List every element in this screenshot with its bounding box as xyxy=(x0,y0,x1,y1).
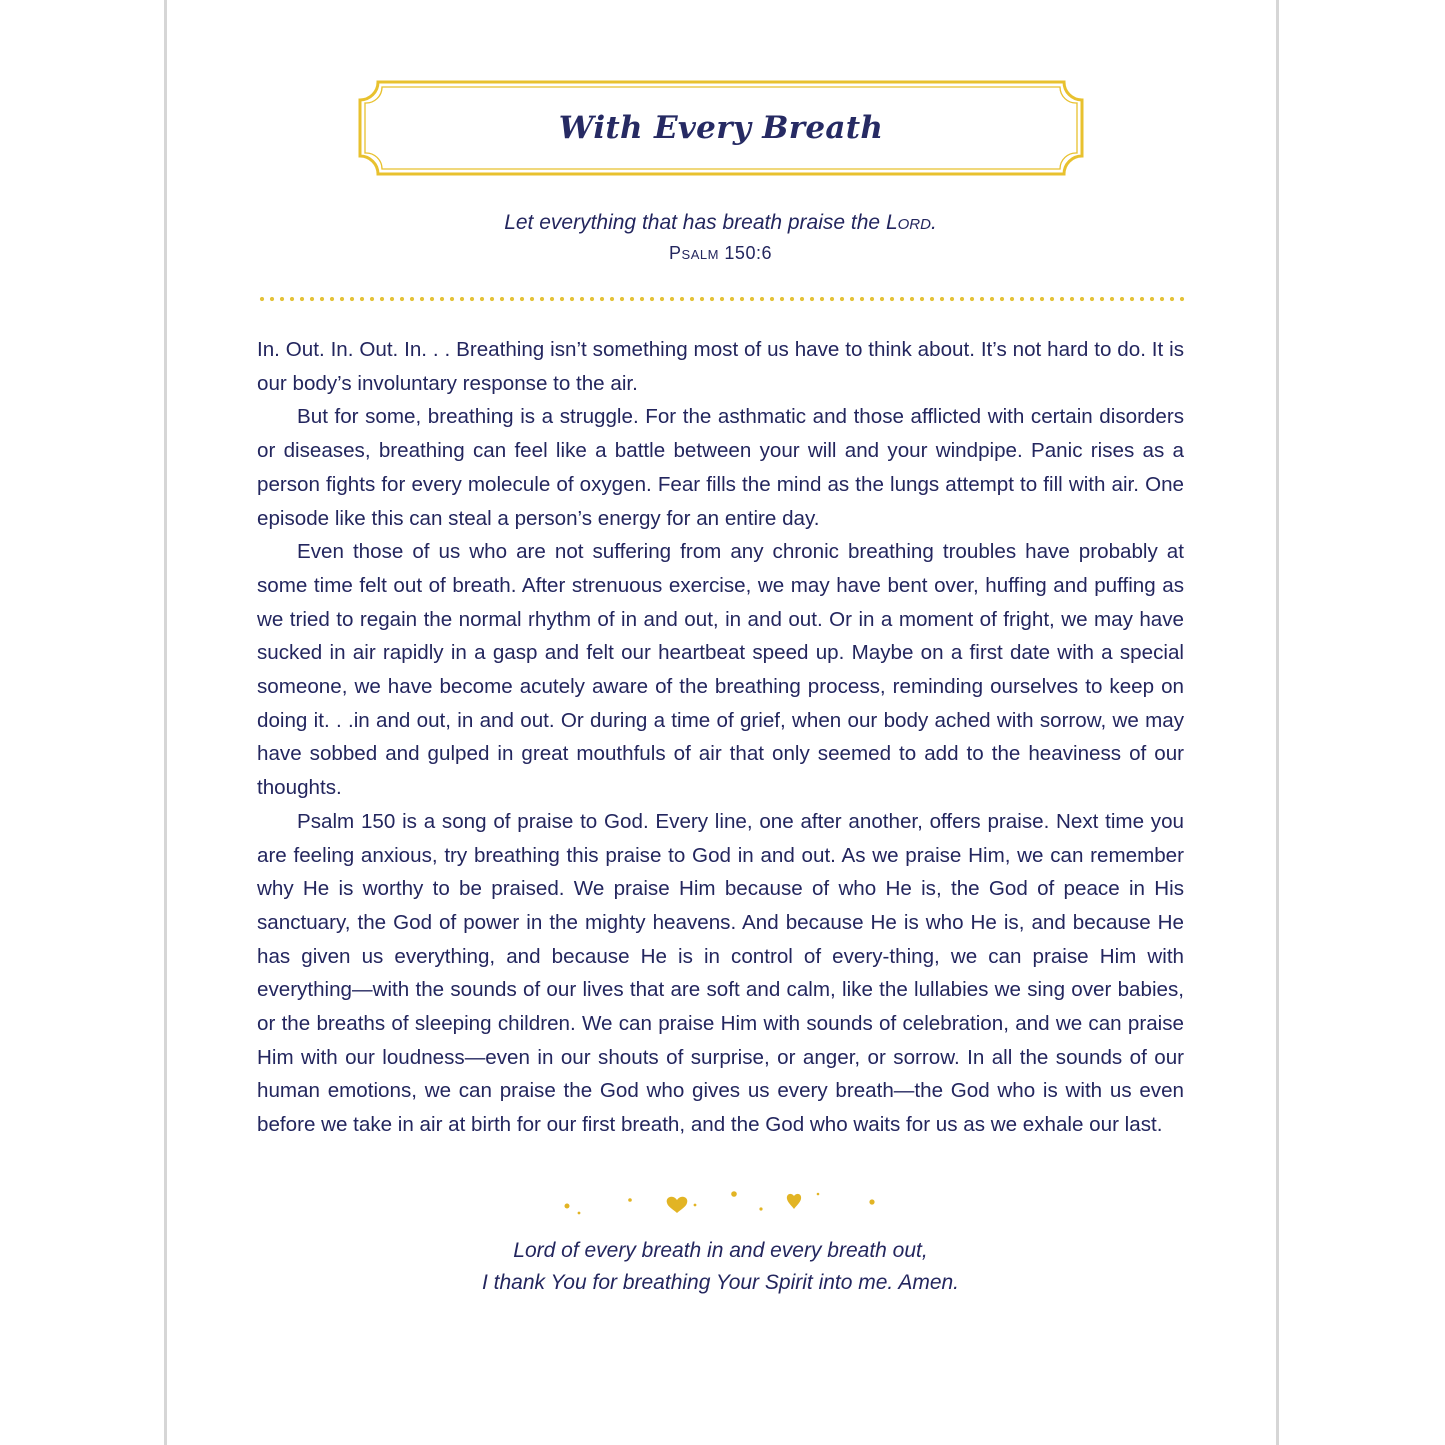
page-edge-left xyxy=(164,0,167,1445)
prayer-line-2: I thank You for breathing Your Spirit into me. Amen. xyxy=(481,1271,960,1294)
prayer-line-1: Lord of every breath in and every breath out, xyxy=(513,1239,928,1262)
hearts-and-dots-ornament-icon xyxy=(555,1182,890,1222)
body-paragraph: Even those of us who are not suffering from any chronic breathing troubles have probably at some time felt out of breath. After strenuous exercise, we may have bent over, huffing and puffing as we tried to regain the normal rhythm of in and out, in and out. Or in a moment of fright, we may have sucked in air rapidly in a gasp and felt our heartbeat speed up. Maybe on a first date with a special someone, we have become acutely aware of the breathing process, reminding ourselves to keep on doing it. . .in and out, in and out. Or during a time of grief, when our body ached with sorrow, we may have sobbed and gulped in great mouthfuls of air that only seemed to add to the heaviness of our thoughts. xyxy=(257,540,1184,800)
body-paragraph: Psalm 150 is a song of praise to God. Every line, one after another, offers praise. Next time you are feeling anxious, try breathing this praise to God in and out. As we praise Him, we can remember why He is worthy to be praised. We praise Him because of who He is, the God of peace in His sanctuary, the God of power in the mighty heavens. And because He is who He is, and because He has given us everything, and because He is in control of every-thing, we can praise Him with everything—with the sounds of our lives that are soft and calm, like the lullabies we sing over babies, or the breaths of sleeping children. We can praise Him with sounds of celebration, and we can praise Him with our loudness—even in our shouts of surprise, or anger, or sorrow. In all the sounds of our human emotions, we can praise the God who gives us every breath—the God who is with us even before we take in air at birth for our first breath, and the God who waits for us as we exhale our last. xyxy=(257,809,1184,1137)
epigraph xyxy=(257,208,1184,268)
body-text xyxy=(257,333,1184,1142)
page-edge-right xyxy=(1276,0,1279,1445)
body-paragraph: But for some, breathing is a struggle. For the asthmatic and those afflicted with certain disorders or diseases, breathing can feel like a battle between your will and your windpipe. Panic rises as a person fights for every molecule of oxygen. Fear fills the mind as the lungs attempt to fill with air. One episode like this can steal a person’s energy for an entire day. xyxy=(257,405,1184,530)
epigraph-quote-main: Let everything that has breath praise the xyxy=(504,211,886,234)
epigraph-quote xyxy=(257,208,1184,238)
epigraph-quote-lord: Lord xyxy=(885,211,931,234)
page-title: With Every Breath xyxy=(558,110,884,146)
body-paragraph: In. Out. In. Out. In. . . Breathing isn’t something most of us have to think about. It’s not hard to do. It is our body’s involuntary response to the air. xyxy=(257,338,1184,395)
dotted-divider xyxy=(257,296,1187,302)
title-frame xyxy=(356,80,1086,176)
epigraph-quote-end: . xyxy=(930,211,937,234)
epigraph-reference: Psalm 150:6 xyxy=(669,243,772,263)
closing-prayer xyxy=(257,1235,1184,1299)
